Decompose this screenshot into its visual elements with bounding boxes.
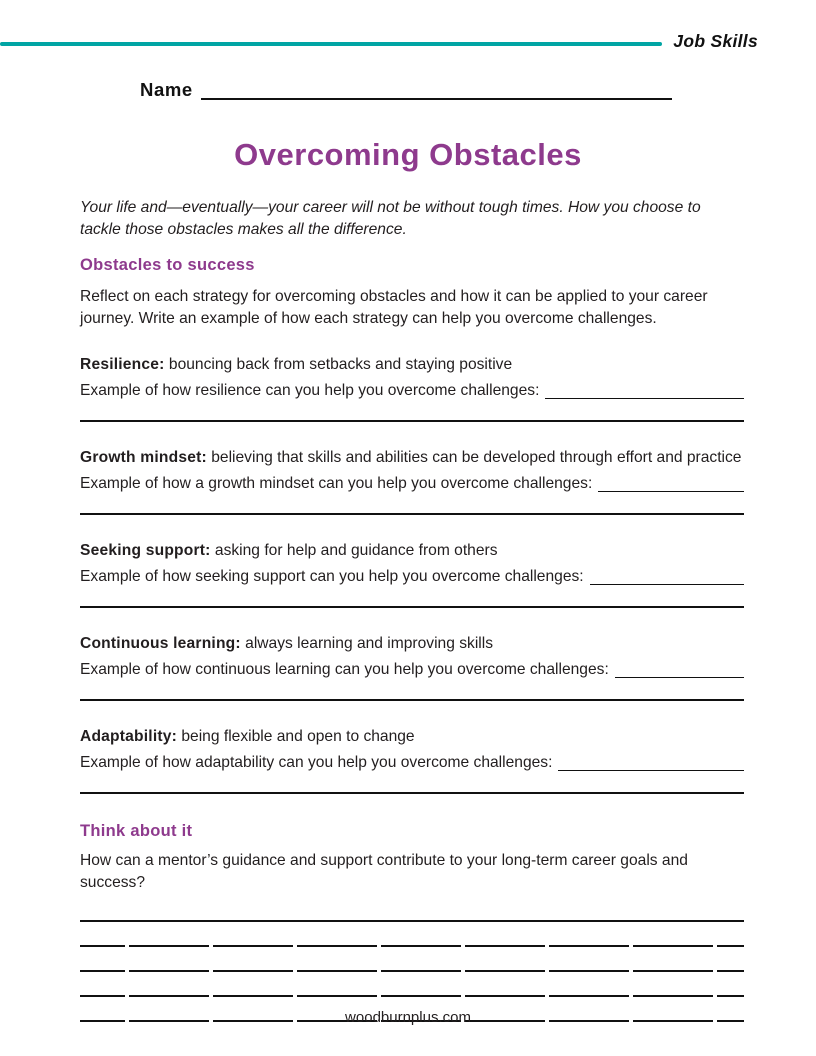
name-label: Name (140, 79, 193, 100)
line-segment (633, 995, 713, 997)
strategy-block-adaptability (80, 726, 744, 794)
line-segment (381, 970, 461, 972)
strategy-definition: being flexible and open to change (181, 728, 415, 745)
line-segment (80, 995, 125, 997)
writing-line-segmented[interactable] (80, 995, 744, 997)
line-segment (465, 970, 545, 972)
line-segment (549, 970, 629, 972)
example-row (80, 659, 744, 681)
writing-line-segmented[interactable] (80, 970, 744, 972)
line-segment (213, 970, 293, 972)
strategy-definition-line (80, 354, 744, 375)
writing-line-segmented[interactable] (80, 945, 744, 947)
strategy-definition-line (80, 633, 744, 654)
example-answer-line[interactable] (545, 385, 744, 399)
answer-line[interactable] (80, 420, 744, 422)
strategy-definition: bouncing back from setbacks and staying positive (168, 356, 513, 373)
line-segment (717, 995, 744, 997)
instructions-text: Reflect on each strategy for overcoming obstacles and how it can be applied to your career journey. Write an example of how each strategy can help you overcome challenges. (80, 288, 708, 327)
line-segment (717, 970, 744, 972)
line-segment (717, 945, 744, 947)
line-segment (213, 995, 293, 997)
strategy-definition: asking for help and guidance from others (214, 542, 498, 559)
section-heading-obstacles: Obstacles to success (80, 256, 255, 274)
line-segment (297, 970, 377, 972)
name-row (140, 78, 672, 102)
example-row (80, 380, 744, 402)
strategy-definition-line (80, 540, 744, 561)
strategy-definition: always learning and improving skills (245, 635, 494, 652)
line-segment (80, 945, 125, 947)
line-segment (633, 970, 713, 972)
answer-line[interactable] (80, 792, 744, 794)
footer-url: woodburnplus.com (345, 1009, 471, 1026)
page-title: Overcoming Obstacles (234, 137, 582, 172)
line-segment (213, 945, 293, 947)
strategy-term: Continuous learning: (80, 635, 241, 652)
header-accent-rule (0, 42, 662, 46)
name-input-line[interactable] (201, 80, 672, 100)
example-row (80, 473, 744, 495)
line-segment (381, 995, 461, 997)
writing-line[interactable] (80, 920, 744, 922)
example-answer-line[interactable] (615, 664, 744, 678)
reflection-question: How can a mentor’s guidance and support contribute to your long-term career goals and success? (80, 852, 688, 891)
strategy-definition-line (80, 726, 744, 747)
line-segment (129, 970, 209, 972)
strategy-term: Adaptability: (80, 728, 178, 745)
line-segment (381, 945, 461, 947)
strategy-block-resilience (80, 354, 744, 422)
example-answer-line[interactable] (558, 757, 744, 771)
line-segment (297, 945, 377, 947)
example-answer-line[interactable] (598, 478, 744, 492)
line-segment (80, 970, 125, 972)
section-heading-think: Think about it (80, 822, 193, 840)
strategy-definition-line (80, 447, 744, 468)
example-prompt: Example of how adaptability can you help you overcome challenges: (80, 754, 553, 771)
line-segment (129, 945, 209, 947)
strategy-term: Resilience: (80, 356, 165, 373)
strategy-block-continuous-learning (80, 633, 744, 701)
strategy-term: Growth mindset: (80, 449, 207, 466)
worksheet-content (80, 197, 744, 1022)
example-row (80, 752, 744, 774)
answer-line[interactable] (80, 606, 744, 608)
answer-line[interactable] (80, 699, 744, 701)
answer-line[interactable] (80, 513, 744, 515)
line-segment (633, 945, 713, 947)
example-prompt: Example of how a growth mindset can you help you overcome challenges: (80, 475, 593, 492)
line-segment (297, 995, 377, 997)
strategy-block-growth-mindset (80, 447, 744, 515)
strategy-block-seeking-support (80, 540, 744, 608)
strategy-term: Seeking support: (80, 542, 211, 559)
intro-text: Your life and—eventually—your career will not be without tough times. How you choose to tackle those obstacles makes all the difference. (80, 199, 701, 238)
example-prompt: Example of how resilience can you help you overcome challenges: (80, 382, 540, 399)
line-segment (129, 995, 209, 997)
series-badge: Job Skills (673, 31, 758, 51)
line-segment (465, 995, 545, 997)
think-about-it-section (80, 822, 744, 1022)
line-segment (465, 945, 545, 947)
example-prompt: Example of how seeking support can you help you overcome challenges: (80, 568, 584, 585)
line-segment (549, 995, 629, 997)
strategy-definition: believing that skills and abilities can be developed through effort and practice (211, 449, 742, 466)
example-prompt: Example of how continuous learning can you help you overcome challenges: (80, 661, 609, 678)
line-segment (549, 945, 629, 947)
example-row (80, 566, 744, 588)
example-answer-line[interactable] (590, 571, 744, 585)
